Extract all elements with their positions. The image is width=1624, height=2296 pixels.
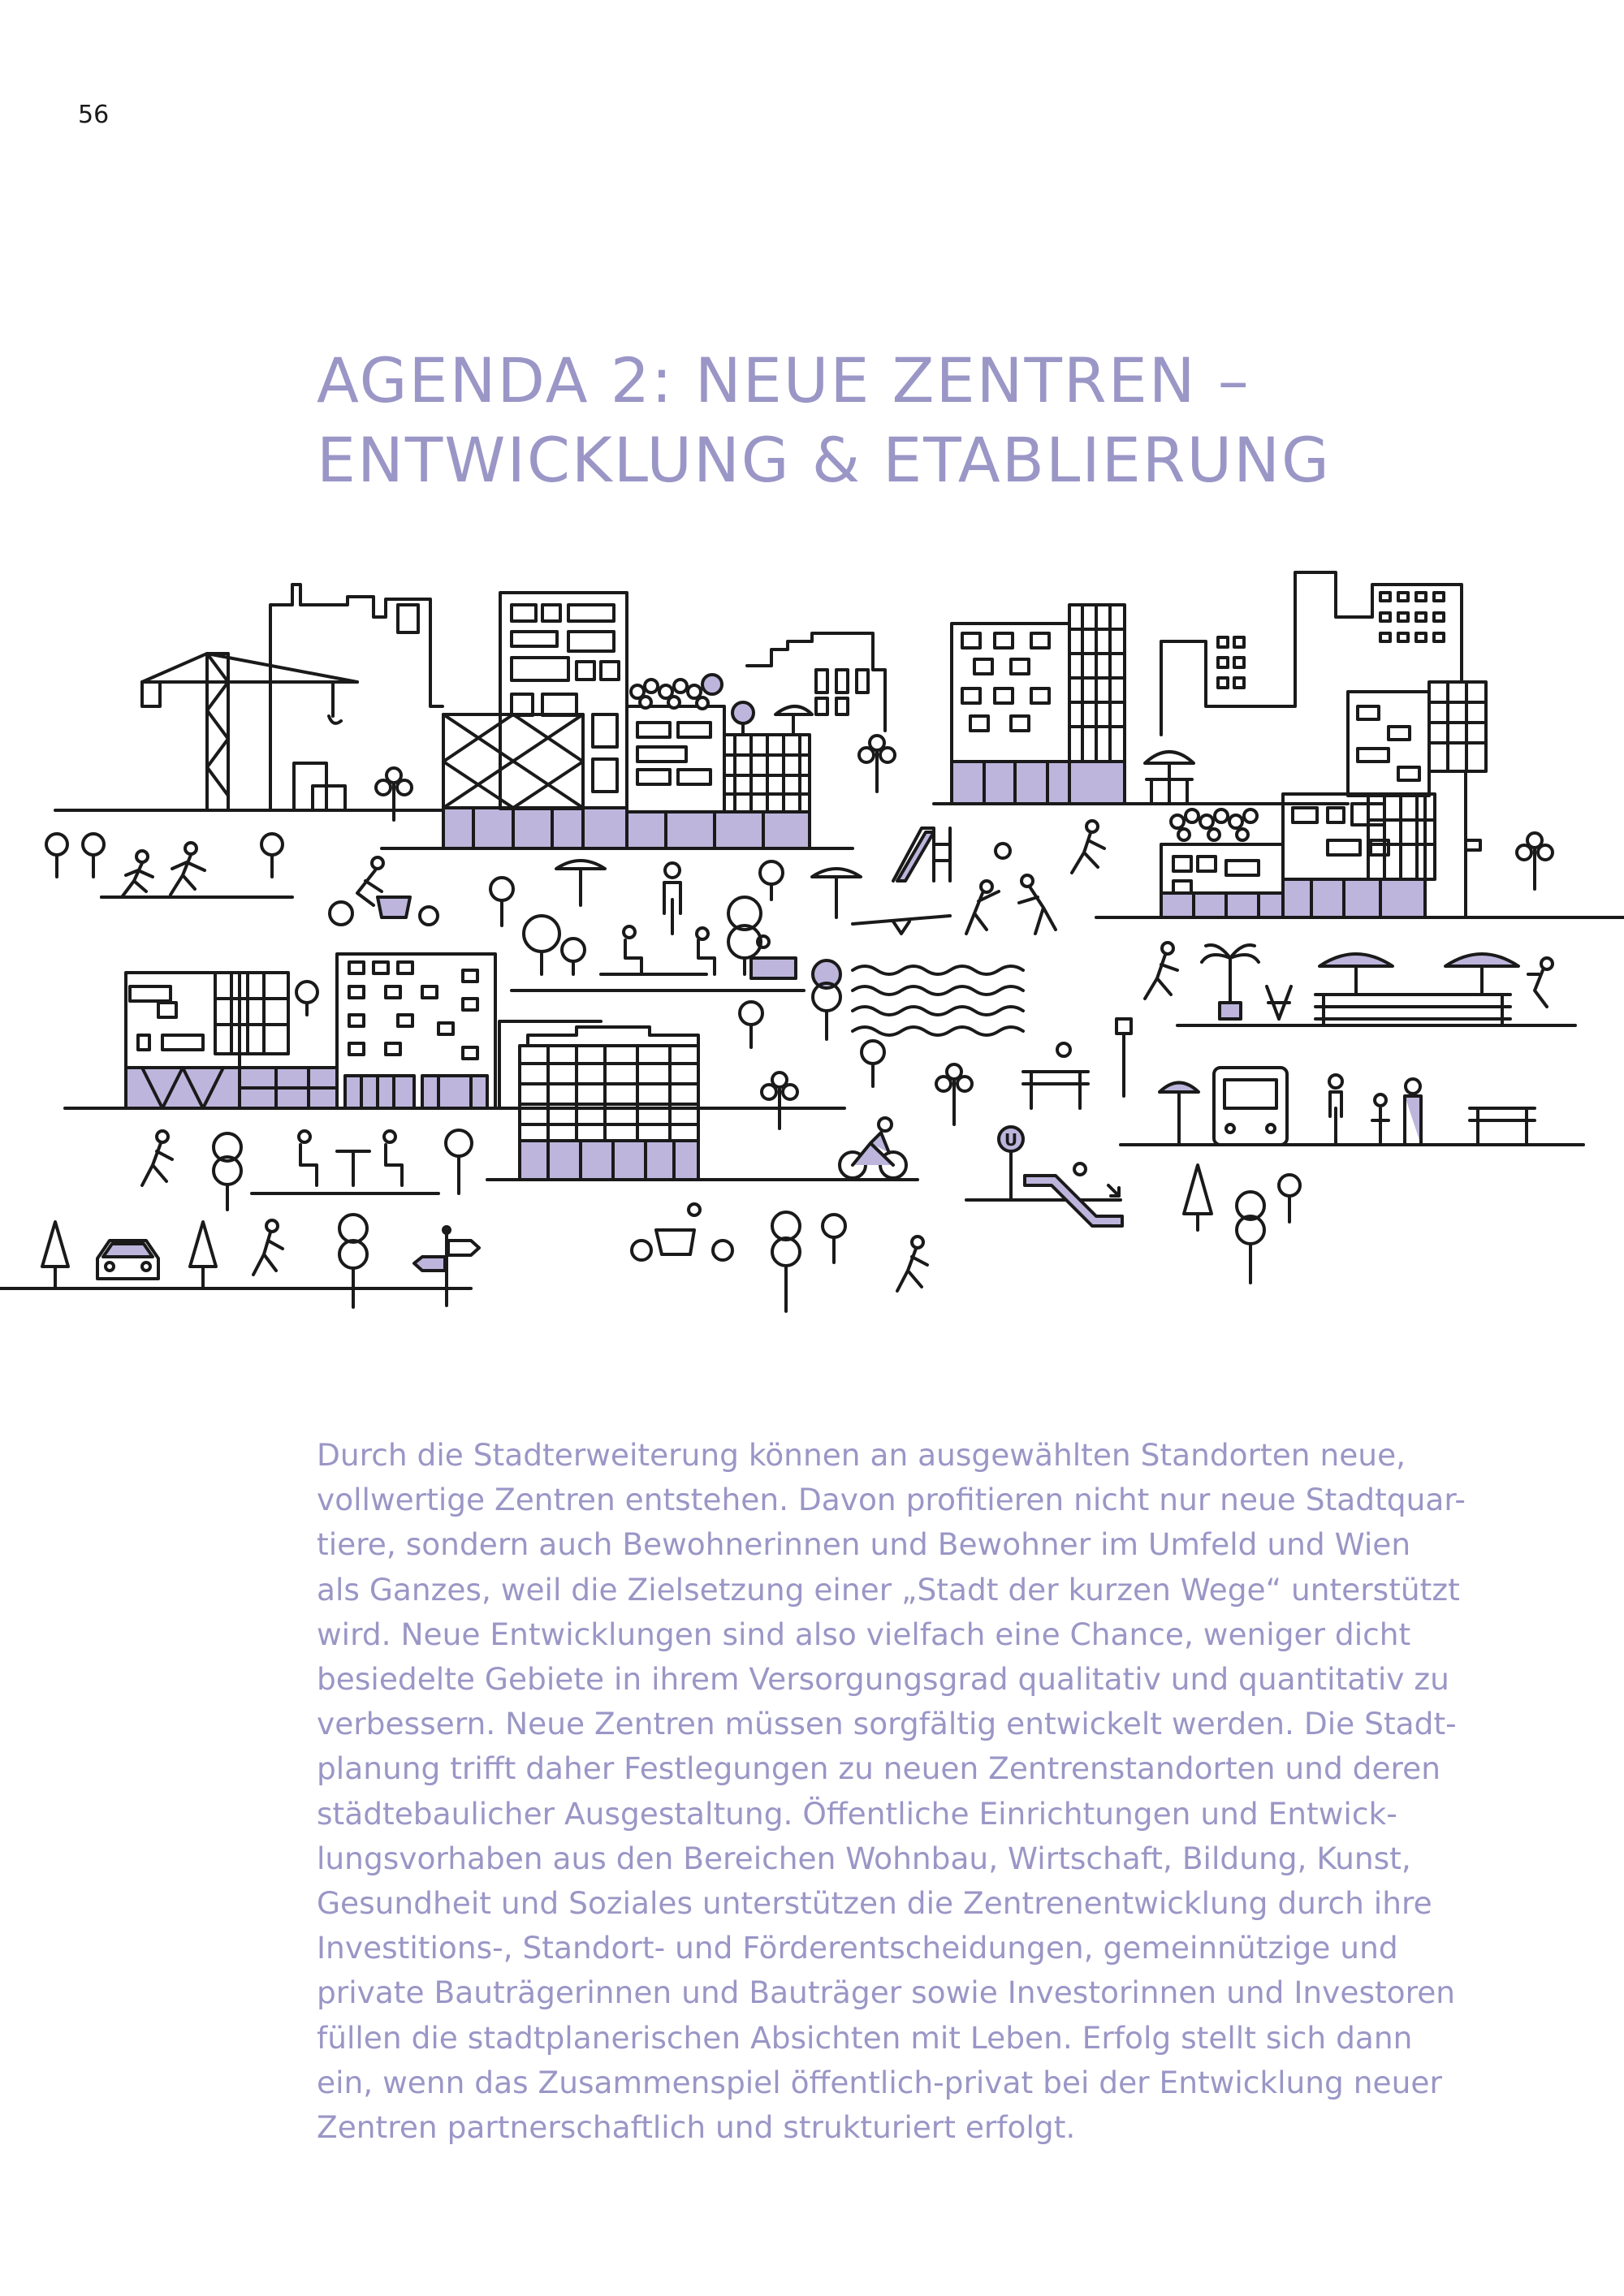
water-waves (853, 966, 1023, 1035)
body-line: tiere, sondern auch Bewohnerinnen und Bewohner im Umfeld und Wien (317, 1526, 1411, 1563)
signpost-icon (414, 1227, 479, 1306)
body-line: wird. Neue Entwicklungen sind also vielfach eine Chance, weniger dicht (317, 1616, 1411, 1652)
body-line: Investitions-, Standort- und Förderentscheidungen, gemeinnützige und (317, 1930, 1398, 1966)
body-line: planung trifft daher Festlegungen zu neuen Zentrenstandorten und deren (317, 1750, 1440, 1787)
body-line: verbessern. Neue Zentren müssen sorgfältig entwickelt werden. Die Stadt- (317, 1706, 1457, 1742)
title-line-2: ENTWICKLUNG & ETABLIERUNG (317, 424, 1331, 496)
body-line: Gesundheit und Soziales unterstützen die Zentrenentwicklung durch ihre (317, 1885, 1432, 1922)
body-line: städtebaulicher Ausgestaltung. Öffentliche Einrichtungen und Entwick- (317, 1795, 1397, 1832)
body-line: Zentren partnerschaftlich und strukturiert erfolgt. (317, 2109, 1076, 2146)
body-line: Durch die Stadterweiterung können an ausgewählten Standorten neue, (317, 1437, 1406, 1473)
bus-icon (1214, 1068, 1287, 1145)
benches (1023, 986, 1535, 1145)
city-illustration (0, 560, 1624, 1323)
page-title (317, 341, 1331, 500)
title-line-1: AGENDA 2: NEUE ZENTREN – (317, 344, 1250, 416)
building-middle (520, 1027, 698, 1180)
building-cluster-top-right (1145, 572, 1486, 917)
body-text (317, 1433, 1518, 2150)
body-line: private Bauträgerinnen und Bauträger sowie Investorinnen und Investoren (317, 1974, 1456, 2011)
body-line: füllen die stadtplanerischen Absichten mit Leben. Erfolg stellt sich dann (317, 2019, 1413, 2056)
body-line: ein, wenn das Zusammenspiel öffentlich-privat bei der Entwicklung neuer (317, 2064, 1442, 2100)
body-line: besiedelte Gebiete in ihrem Versorgungsgrad qualitativ und quantitativ zu (317, 1661, 1449, 1698)
page-number: 56 (78, 101, 110, 129)
playground-slide-icon (893, 828, 950, 881)
body-line: vollwertige Zentren entstehen. Davon profitieren nicht nur neue Stadtquar- (317, 1482, 1466, 1518)
ubahn-sign-letter: U (1004, 1130, 1018, 1150)
car-icon (97, 1241, 158, 1279)
crane-icon (142, 654, 357, 810)
building-cluster-top-middle (952, 605, 1125, 804)
body-line: lungsvorhaben aus den Bereichen Wohnbau, Wirtschaft, Bildung, Kunst, (317, 1840, 1411, 1876)
body-line: als Ganzes, weil die Zielsetzung einer „Stadt der kurzen Wege“ unterstützt (317, 1571, 1460, 1608)
